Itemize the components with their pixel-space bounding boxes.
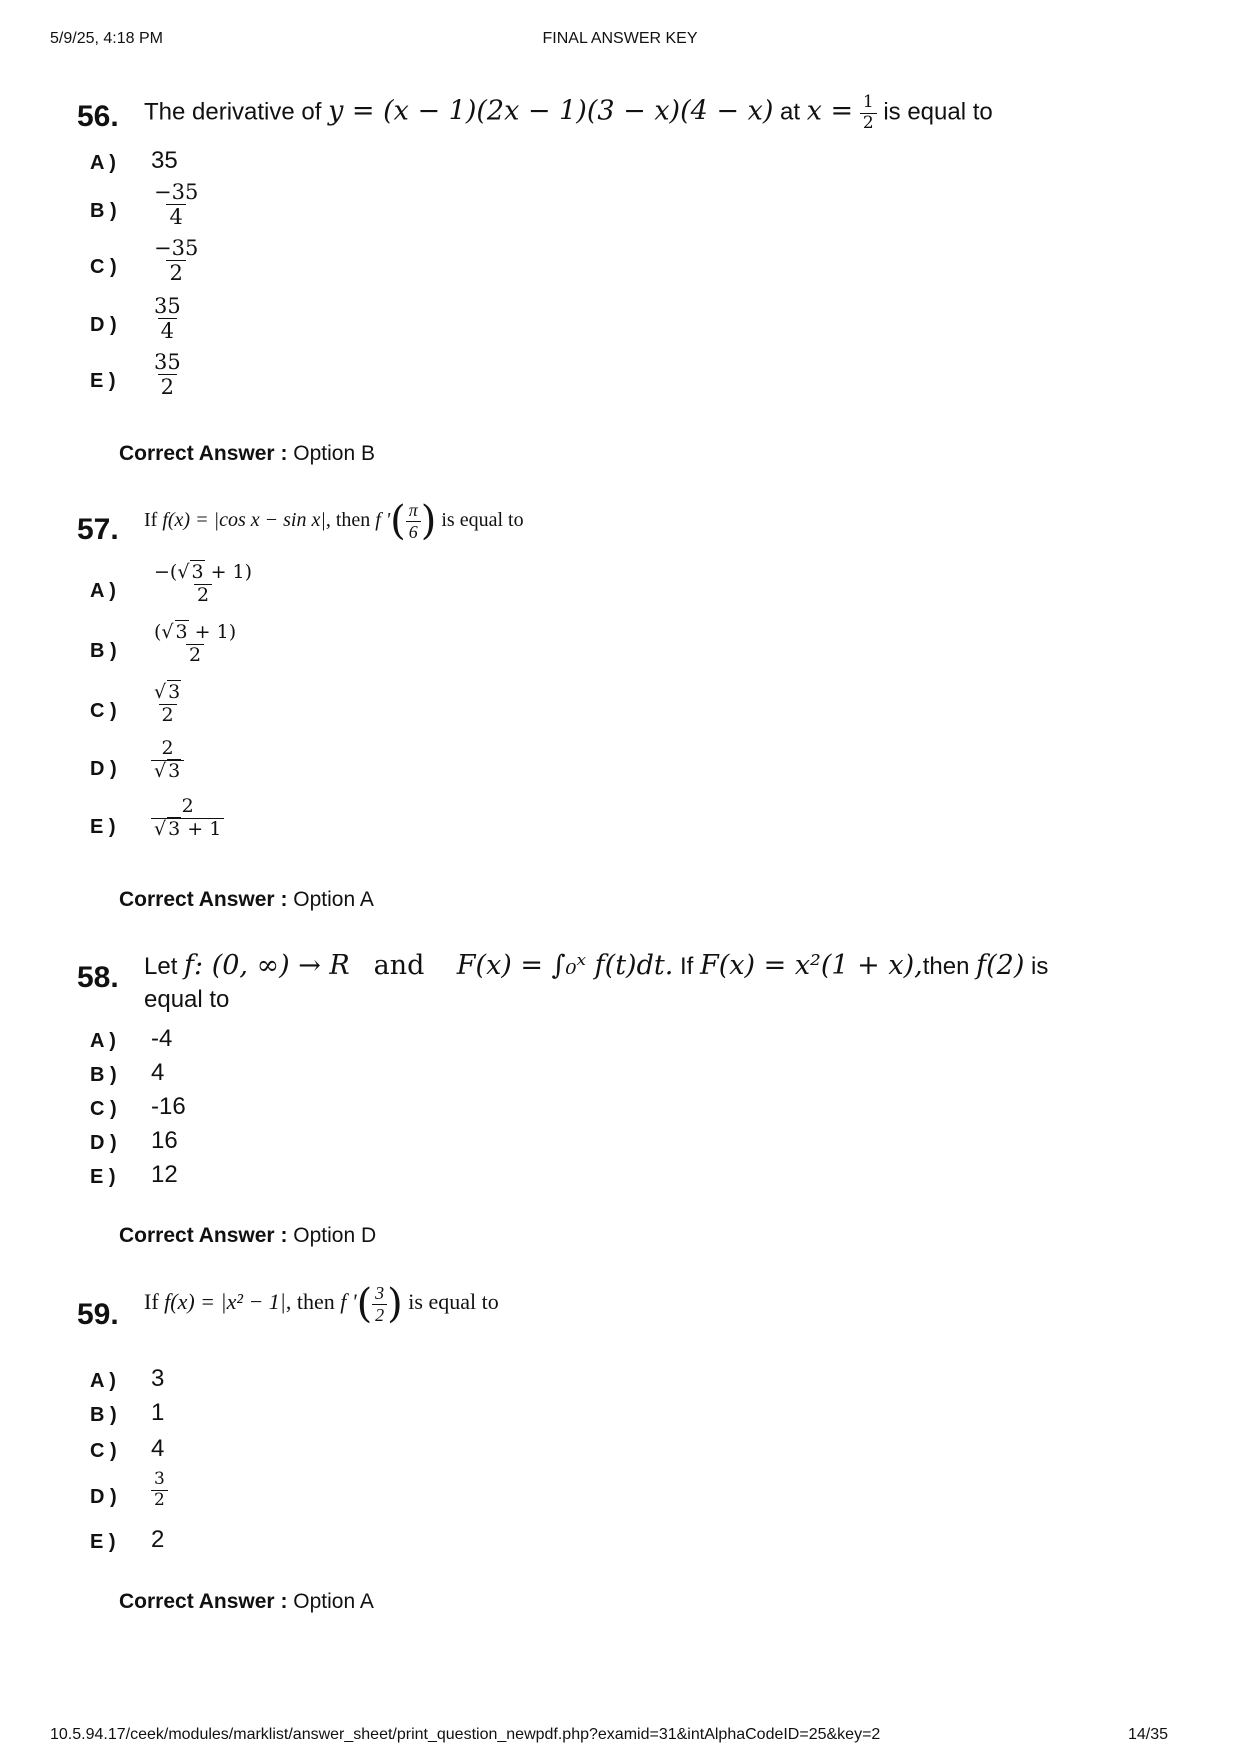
option-d: $\frac{3}{2}$	[151, 1470, 168, 1510]
option-e: 2	[151, 1526, 165, 1553]
correct-answer: Correct Answer : Option B	[119, 442, 375, 465]
option-label: D )	[90, 758, 117, 780]
option-label: D )	[90, 314, 117, 336]
option-label: E )	[90, 816, 116, 838]
option-label: B )	[90, 200, 117, 222]
option-a: 3	[151, 1365, 165, 1392]
option-c: $\frac{√ 3}{2}$	[154, 681, 181, 726]
fraction: $\frac{3}{2}$	[372, 1283, 387, 1325]
option-c: $\frac{-35}{2}$	[154, 236, 199, 286]
option-label: A )	[90, 1030, 116, 1052]
option-a: -4	[151, 1025, 173, 1052]
question-number: 58.	[77, 961, 119, 994]
print-datetime: 5/9/25, 4:18 PM	[50, 30, 163, 47]
math-expression: F(x) = x²(1 + x),	[700, 950, 923, 981]
option-b: $\frac{(√ 3 + 1)}{2}$	[154, 621, 237, 666]
option-d: $\frac{35}{4}$	[154, 294, 181, 344]
option-label: A )	[90, 580, 116, 602]
question-text: Let f: (0, ∞) → R and F(x) = ∫₀ˣ f(t)dt. If F(x) = x²(1 + x),then f(2) is	[144, 950, 1049, 981]
question-text: The derivative of y = (x − 1)(2x − 1)(3 − x)(4 − x) at x = $\frac{1}{2}$ is equal to	[144, 92, 993, 133]
math-expression: f(x) = |x² − 1|	[164, 1289, 286, 1315]
option-b: 1	[151, 1399, 165, 1426]
option-label: E )	[90, 1166, 116, 1188]
page-title: FINAL ANSWER KEY	[542, 30, 698, 47]
fraction: $\frac{\pi}{6}$	[406, 500, 421, 542]
option-label: E )	[90, 1531, 116, 1553]
option-d: 16	[151, 1127, 178, 1154]
option-label: C )	[90, 256, 117, 278]
question-number: 56.	[77, 100, 119, 133]
option-label: E )	[90, 370, 116, 392]
option-b: 4	[151, 1059, 165, 1086]
question-text: If f(x) = |x² − 1|, then f '( $\frac{3}{2}$ ) is equal to	[144, 1281, 499, 1328]
option-e: $\frac{2}{√ 3 + 1}$	[151, 796, 224, 841]
fraction: $\frac{1}{2}$	[860, 93, 877, 133]
option-label: B )	[90, 1404, 117, 1426]
question-text-line-2: equal to	[144, 986, 230, 1013]
option-label: D )	[90, 1132, 117, 1154]
math-expression: f: (0, ∞) → R	[184, 950, 350, 981]
option-label: C )	[90, 1098, 117, 1120]
option-e: 12	[151, 1161, 178, 1188]
option-label: C )	[90, 700, 117, 722]
math-expression: y = (x − 1)(2x − 1)(3 − x)(4 − x)	[328, 95, 774, 127]
math-expression: f(x) = |cos x − sin x|	[162, 508, 326, 531]
option-label: B )	[90, 640, 117, 662]
correct-answer: Correct Answer : Option A	[119, 1590, 374, 1613]
question-number: 59.	[77, 1298, 119, 1331]
correct-answer: Correct Answer : Option A	[119, 888, 374, 911]
option-label: A )	[90, 1370, 116, 1392]
option-label: C )	[90, 1440, 117, 1462]
option-label: A )	[90, 152, 116, 174]
math-expression: F(x) = ∫₀ˣ f(t)dt.	[456, 950, 674, 981]
option-c: 4	[151, 1435, 165, 1462]
correct-answer: Correct Answer : Option D	[119, 1224, 377, 1247]
page-number: 14/35	[1127, 1726, 1168, 1743]
option-a: 35	[151, 147, 178, 174]
option-e: $\frac{35}{2}$	[154, 350, 181, 400]
question-number: 57.	[77, 513, 119, 546]
option-c: -16	[151, 1093, 186, 1120]
question-text: If f(x) = |cos x − sin x|, then f '( $\frac{\pi}{6}$ ) is equal to	[144, 498, 524, 545]
option-d: $\frac{2}{√ 3}$	[151, 738, 184, 783]
option-b: $\frac{-35}{4}$	[154, 180, 199, 230]
option-a: $\frac{-(√ 3 + 1)}{2}$	[154, 561, 253, 606]
option-label: B )	[90, 1064, 117, 1086]
option-label: D )	[90, 1486, 117, 1508]
page-url: 10.5.94.17/ceek/modules/marklist/answer_sheet/print_question_newpdf.php?examid=31&intAlphaCodeID=25&key=2	[50, 1726, 881, 1743]
